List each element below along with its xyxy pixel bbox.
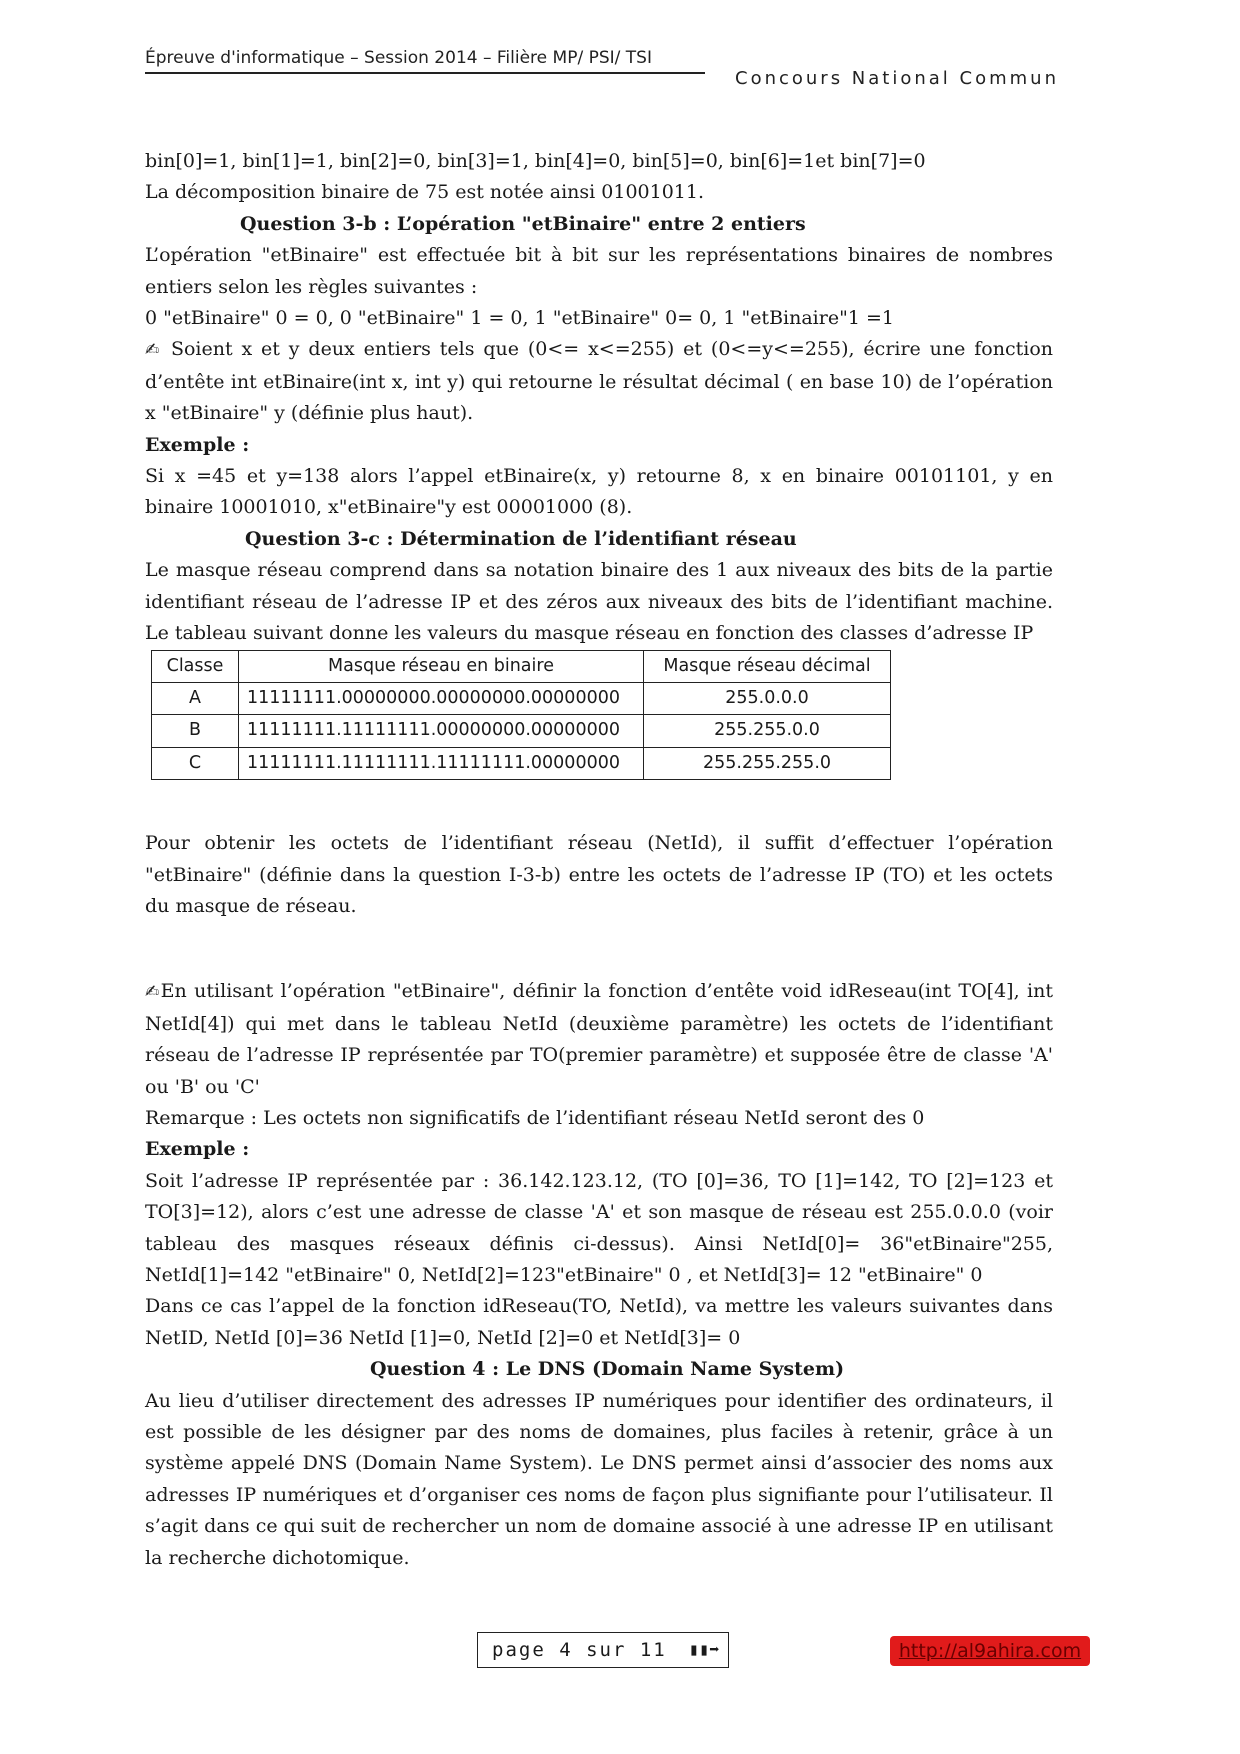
paragraph-decomposition: La décomposition binaire de 75 est notée ainsi 01001011. [145, 181, 705, 204]
table-cell: 11111111.00000000.00000000.00000000 [239, 682, 644, 714]
paragraph-etbinaire-example: Si x =45 et y=138 alors l’appel etBinaire(x, y) retourne 8, x en binaire 00101101, y en binaire 10001010, x"etBinaire"y est 00001000 (8). [145, 465, 1053, 519]
mask-table-header-cell: Classe [152, 650, 239, 682]
question-3c-title: Question 3-c : Détermination de l’identifiant réseau [245, 527, 797, 550]
question-4-title: Question 4 : Le DNS (Domain Name System) [370, 1358, 845, 1381]
table-cell: C [152, 747, 239, 779]
right-arrow-icon: ▮▮➡ [688, 1640, 720, 1660]
exam-header-title: Épreuve d'informatique – Session 2014 – Filière MP/ PSI/ TSI [145, 48, 705, 74]
table-row [152, 747, 891, 779]
table-cell: A [152, 682, 239, 714]
table-cell: 255.255.255.0 [644, 747, 891, 779]
paragraph-etbinaire-definition: L’opération "etBinaire" est effectuée bit à bit sur les représentations binaires de nombres entiers selon les règles suivantes : [145, 244, 1053, 298]
table-cell: 255.0.0.0 [644, 682, 891, 714]
mask-table-header [152, 650, 891, 682]
paragraph-etbinaire-rules: 0 "etBinaire" 0 = 0, 0 "etBinaire" 1 = 0, 1 "etBinaire" 0= 0, 1 "etBinaire"1 =1 [145, 307, 894, 330]
paragraph-remarque: Remarque : Les octets non significatifs de l’identifiant réseau NetId seront des 0 [145, 1106, 925, 1129]
writing-hand-icon: ✍ [145, 340, 163, 361]
exam-header-contest: Concours National Commun [735, 68, 1059, 89]
writing-hand-icon: ✍ [145, 982, 161, 1003]
paragraph-idreseau-example: Soit l’adresse IP représentée par : 36.142.123.12, (TO [0]=36, TO [1]=142, TO [2]=123 et TO[3]=12), alors c’est une adresse de classe 'A' et son masque de réseau est 255.0.0.0 (voir tableau des masques réseaux définis ci-dessus). Ainsi NetId[0]= 36"etBinaire"255, NetId[1]=142 "etBinaire" 0, NetId[2]=123"etBinaire" 0 , et NetId[3]= 12 "etBinaire" 0 [145, 1169, 1053, 1286]
table-cell: 255.255.0.0 [644, 715, 891, 747]
mask-table-header-cell: Masque réseau en binaire [239, 650, 644, 682]
table-row [152, 682, 891, 714]
table-cell: B [152, 715, 239, 747]
website-link[interactable]: http://al9ahira.com [890, 1636, 1090, 1666]
page-content [145, 146, 1053, 1574]
example-label-1: Exemple : [145, 433, 250, 456]
paragraph-etbinaire-task [145, 334, 1053, 429]
paragraph-netid-explanation: Pour obtenir les octets de l’identifiant réseau (NetId), il suffit d’effectuer l’opération "etBinaire" (définie dans la question I-3-b) entre les octets de l’adresse IP (TO) et les octets du masque de réseau. [145, 832, 1053, 917]
paragraph-idreseau-task [145, 976, 1053, 1103]
example-label-2: Exemple : [145, 1138, 250, 1161]
paragraph-masque-reseau: Le masque réseau comprend dans sa notation binaire des 1 aux niveaux des bits de la partie identifiant réseau de l’adresse IP et des zéros aux niveaux des bits de l’identifiant machine. Le tableau suivant donne les valeurs du masque réseau en fonction des classes d’adresse IP [145, 559, 1053, 645]
mask-table [151, 650, 891, 781]
question-3b-title: Question 3-b : L’opération "etBinaire" entre 2 entiers [240, 212, 806, 235]
page-number-box [477, 1632, 729, 1668]
mask-table-header-cell: Masque réseau décimal [644, 650, 891, 682]
idreseau-task-text: En utilisant l’opération "etBinaire", définir la fonction d’entête void idReseau(int TO[4], int NetId[4]) qui met dans le tableau NetId (deuxième paramètre) les octets de l’identifiant réseau de l’adresse IP représentée par TO(premier paramètre) et supposée être de classe 'A' ou 'B' ou 'C' [145, 980, 1053, 1098]
table-row [152, 715, 891, 747]
paragraph-idreseau-result: Dans ce cas l’appel de la fonction idReseau(TO, NetId), va mettre les valeurs suivantes dans NetID, NetId [0]=36 NetId [1]=0, NetId [2]=0 et NetId[3]= 0 [145, 1295, 1053, 1349]
table-cell: 11111111.11111111.11111111.00000000 [239, 747, 644, 779]
paragraph-dns: Au lieu d’utiliser directement des adresses IP numériques pour identifier des ordinateurs, il est possible de les désigner par des noms de domaines, plus faciles à retenir, grâce à un système appelé DNS (Domain Name System). Le DNS permet ainsi d’associer des noms aux adresses IP numériques et d’organiser ces noms de façon plus signifiante pour l’utilisateur. Il s’agit dans ce qui suit de rechercher un nom de domaine associé à une adresse IP en utilisant la recherche dichotomique. [145, 1389, 1053, 1569]
paragraph-bin-values: bin[0]=1, bin[1]=1, bin[2]=0, bin[3]=1, bin[4]=0, bin[5]=0, bin[6]=1et bin[7]=0 [145, 150, 926, 172]
page-number: page 4 sur 11 [492, 1639, 667, 1661]
table-cell: 11111111.11111111.00000000.00000000 [239, 715, 644, 747]
etbinaire-task-text: Soient x et y deux entiers tels que (0<= x<=255) et (0<=y<=255), écrire une fonction d’entête int etBinaire(int x, int y) qui retourne le résultat décimal ( en base 10) de l’opération x "etBinaire" y (définie plus haut). [145, 338, 1053, 425]
